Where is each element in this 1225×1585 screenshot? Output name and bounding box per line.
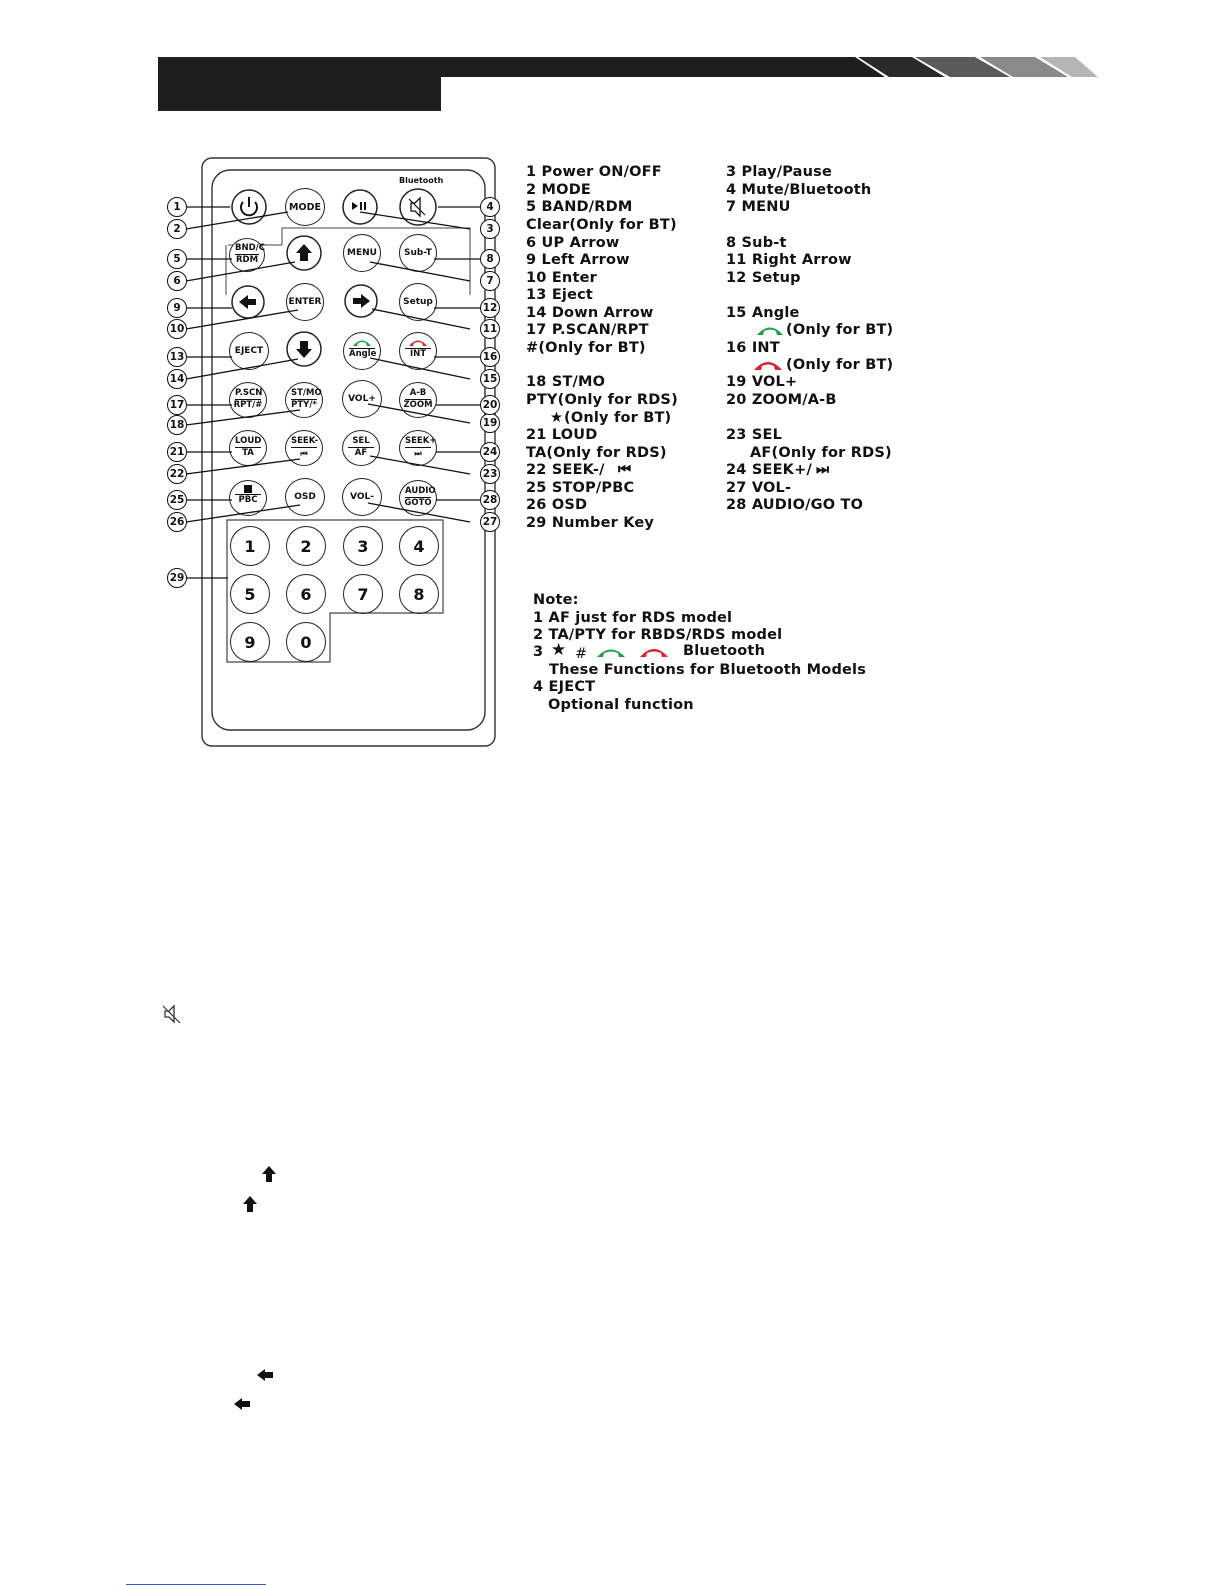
number-label: 5 (244, 584, 256, 604)
pbc-label: PBC (235, 494, 261, 506)
callout-number: 27 (480, 512, 500, 532)
subt-button[interactable] (399, 234, 437, 272)
enter-button[interactable] (286, 283, 324, 321)
callout-number: 16 (480, 347, 500, 367)
number-key-5[interactable] (230, 574, 270, 614)
band-rdm-button[interactable] (229, 238, 265, 272)
up-arrow-icon (260, 1165, 278, 1183)
goto-label: GOTO (404, 498, 432, 508)
number-key-0[interactable] (286, 622, 326, 662)
legend-line: #(Only for BT) (526, 340, 646, 356)
int-button[interactable] (399, 332, 437, 370)
band-label: BND/C (235, 243, 265, 253)
pscan-rpt-button[interactable] (229, 382, 267, 418)
red-phone-icon (639, 645, 669, 658)
legend-line: 3 Play/Pause (726, 164, 833, 180)
callout-number: 21 (167, 442, 187, 462)
number-label: 3 (357, 536, 369, 556)
mute-icon (160, 1002, 184, 1026)
legend-line: AF(Only for RDS) (750, 445, 892, 461)
star-icon: ★ (550, 410, 564, 426)
number-label: 8 (413, 584, 425, 604)
legend-line: 5 BAND/RDM (526, 199, 633, 215)
seek-plus-button[interactable] (399, 430, 437, 466)
play-pause-button[interactable] (341, 188, 379, 226)
prev-icon: ⏮ (618, 462, 632, 478)
vol-plus-button[interactable] (342, 380, 382, 418)
up-arrow-icon (241, 1195, 259, 1213)
callout-number: 1 (167, 197, 187, 217)
legend-line: 22 SEEK-/ (526, 462, 605, 478)
legend-line: 11 Right Arrow (726, 252, 852, 268)
red-phone-icon (753, 358, 783, 372)
eject-label: EJECT (234, 346, 264, 356)
loud-label: LOUD (235, 436, 262, 446)
note-line: 2 TA/PTY for RBDS/RDS model (533, 627, 783, 643)
legend-line: 20 ZOOM/A-B (726, 392, 837, 408)
callout-number: 18 (167, 415, 187, 435)
legend-line: 25 STOP/PBC (526, 480, 635, 496)
legend-line: 18 ST/MO (526, 374, 606, 390)
left-arrow-button[interactable] (229, 284, 267, 320)
legend-line: 16 INT (726, 340, 780, 356)
legend-line: 7 MENU (726, 199, 791, 215)
callout-number: 26 (167, 512, 187, 532)
next-icon: ⏭ (816, 462, 830, 478)
callout-number: 11 (480, 319, 500, 339)
stmo-pty-button[interactable] (285, 382, 323, 418)
mode-button[interactable] (285, 188, 325, 226)
number-label: 4 (413, 536, 425, 556)
callout-number: 23 (480, 464, 500, 484)
legend-line: 15 Angle (726, 305, 800, 321)
eject-button[interactable] (229, 332, 269, 370)
callout-number: 6 (167, 271, 187, 291)
note-line: 3 (533, 644, 544, 660)
legend-line: 13 Eject (526, 287, 594, 303)
legend-line: 21 LOUD (526, 427, 598, 443)
number-label: 6 (300, 584, 312, 604)
seek-plus-label: SEEK+ (405, 436, 437, 446)
note-line: Optional function (548, 697, 694, 713)
number-key-8[interactable] (399, 574, 439, 614)
stop-pbc-button[interactable] (229, 480, 267, 516)
number-label: 9 (244, 632, 256, 652)
note-line: 4 EJECT (533, 679, 596, 695)
callout-number: 4 (480, 197, 500, 217)
callout-number: 7 (480, 271, 500, 291)
vol-plus-label: VOL+ (348, 394, 376, 404)
left-arrow-icon (256, 1368, 274, 1382)
star-icon: ★ (551, 640, 567, 660)
right-arrow-button[interactable] (342, 283, 380, 319)
legend-line: 17 P.SCAN/RPT (526, 322, 649, 338)
green-phone-icon (756, 324, 784, 336)
up-arrow-button[interactable] (285, 234, 323, 272)
legend-line: TA(Only for RDS) (526, 445, 667, 461)
power-button[interactable] (230, 188, 268, 226)
legend-line: 23 SEL (726, 427, 783, 443)
green-phone-icon (352, 338, 372, 347)
number-key-1[interactable] (230, 526, 270, 566)
osd-label: OSD (294, 492, 316, 502)
legend-line: 14 Down Arrow (526, 305, 654, 321)
angle-button[interactable] (343, 332, 381, 370)
seek-minus-label: SEEK- (291, 436, 319, 446)
setup-button[interactable] (399, 283, 437, 321)
ab-label: A-B (405, 388, 431, 400)
af-label: AF (354, 448, 368, 458)
seek-minus-button[interactable] (285, 430, 323, 466)
callout-number: 19 (480, 413, 500, 433)
callout-number: 3 (480, 219, 500, 239)
callout-number: 10 (167, 319, 187, 339)
callout-number: 2 (167, 219, 187, 239)
down-arrow-button[interactable] (285, 330, 323, 368)
number-key-6[interactable] (286, 574, 326, 614)
mute-bluetooth-button[interactable] (398, 187, 438, 227)
callout-number: 13 (167, 347, 187, 367)
callout-number: 22 (167, 464, 187, 484)
note-line: Bluetooth (683, 643, 766, 659)
green-phone-icon (596, 646, 626, 658)
audio-label: AUDIO (405, 486, 436, 496)
header-banner (0, 0, 1225, 120)
prev-icon: ⏮ (300, 449, 308, 458)
ta-label: TA (242, 448, 254, 458)
legend-line: 1 Power ON/OFF (526, 164, 662, 180)
callout-number: 8 (480, 249, 500, 269)
legend-line: 4 Mute/Bluetooth (726, 182, 872, 198)
number-label: 0 (300, 632, 312, 652)
pscn-label: P.SCN (235, 388, 263, 398)
setup-label: Setup (403, 297, 433, 307)
note-title: Note: (533, 592, 579, 608)
zoom-label: ZOOM (403, 400, 433, 410)
legend-line: Clear(Only for BT) (526, 217, 677, 233)
osd-button[interactable] (285, 478, 325, 516)
rpt-label: RPT/# (233, 400, 263, 410)
legend-line: 29 Number Key (526, 515, 655, 531)
callout-number: 17 (167, 395, 187, 415)
number-key-2[interactable] (286, 526, 326, 566)
number-key-7[interactable] (343, 574, 383, 614)
remote-diagram (160, 150, 510, 750)
number-key-3[interactable] (343, 526, 383, 566)
legend-line: 27 VOL- (726, 480, 792, 496)
stop-icon (244, 485, 252, 493)
legend-line: 2 MODE (526, 182, 592, 198)
next-icon: ⏭ (414, 449, 422, 458)
note-line: These Functions for Bluetooth Models (549, 662, 867, 678)
sel-label: SEL (348, 436, 374, 448)
loud-ta-button[interactable] (229, 430, 267, 466)
callout-number: 5 (167, 249, 187, 269)
angle-label: Angle (349, 349, 377, 359)
number-key-9[interactable] (230, 622, 270, 662)
subt-label: Sub-T (404, 248, 432, 258)
legend-line: (Only for BT) (786, 357, 894, 373)
audio-goto-button[interactable] (399, 480, 437, 516)
enter-label: ENTER (288, 297, 322, 307)
ab-zoom-button[interactable] (399, 382, 437, 418)
legend-line: 28 AUDIO/GO TO (726, 497, 864, 513)
vol-minus-label: VOL- (350, 492, 374, 502)
callout-number: 28 (480, 490, 500, 510)
callout-number: 14 (167, 369, 187, 389)
number-label: 2 (300, 536, 312, 556)
legend-line: 9 Left Arrow (526, 252, 630, 268)
legend-line: 12 Setup (726, 270, 801, 286)
note-line: # (575, 646, 588, 662)
callout-number: 12 (480, 298, 500, 318)
callout-number: 25 (167, 490, 187, 510)
left-arrow-icon (233, 1397, 251, 1411)
bluetooth-label: Bluetooth (399, 176, 444, 185)
pty-label: PTY/* (291, 400, 317, 410)
legend-line: 26 OSD (526, 497, 588, 513)
callout-number: 24 (480, 442, 500, 462)
legend-line: (Only for BT) (564, 410, 672, 426)
legend-line: 24 SEEK+/ (726, 462, 812, 478)
legend-line: 10 Enter (526, 270, 597, 286)
callout-number: 29 (167, 568, 187, 588)
legend-line: 8 Sub-t (726, 235, 787, 251)
menu-button[interactable] (343, 234, 381, 272)
legend-line: 19 VOL+ (726, 374, 798, 390)
note-line: 1 AF just for RDS model (533, 610, 733, 626)
vol-minus-button[interactable] (342, 478, 382, 516)
stmo-label: ST/MO (291, 388, 322, 398)
legend-line: 6 UP Arrow (526, 235, 620, 251)
number-label: 7 (357, 584, 369, 604)
int-label: INT (405, 348, 431, 359)
mode-label: MODE (289, 201, 321, 213)
number-key-4[interactable] (399, 526, 439, 566)
number-label: 1 (244, 536, 256, 556)
callout-number: 20 (480, 395, 500, 415)
menu-label: MENU (347, 248, 377, 258)
legend-line: (Only for BT) (786, 322, 894, 338)
callout-number: 15 (480, 369, 500, 389)
legend-line: PTY(Only for RDS) (526, 392, 678, 408)
sel-af-button[interactable] (342, 430, 380, 466)
red-phone-icon (408, 338, 428, 347)
callout-number: 9 (167, 298, 187, 318)
rdm-label: RDM (235, 255, 259, 265)
